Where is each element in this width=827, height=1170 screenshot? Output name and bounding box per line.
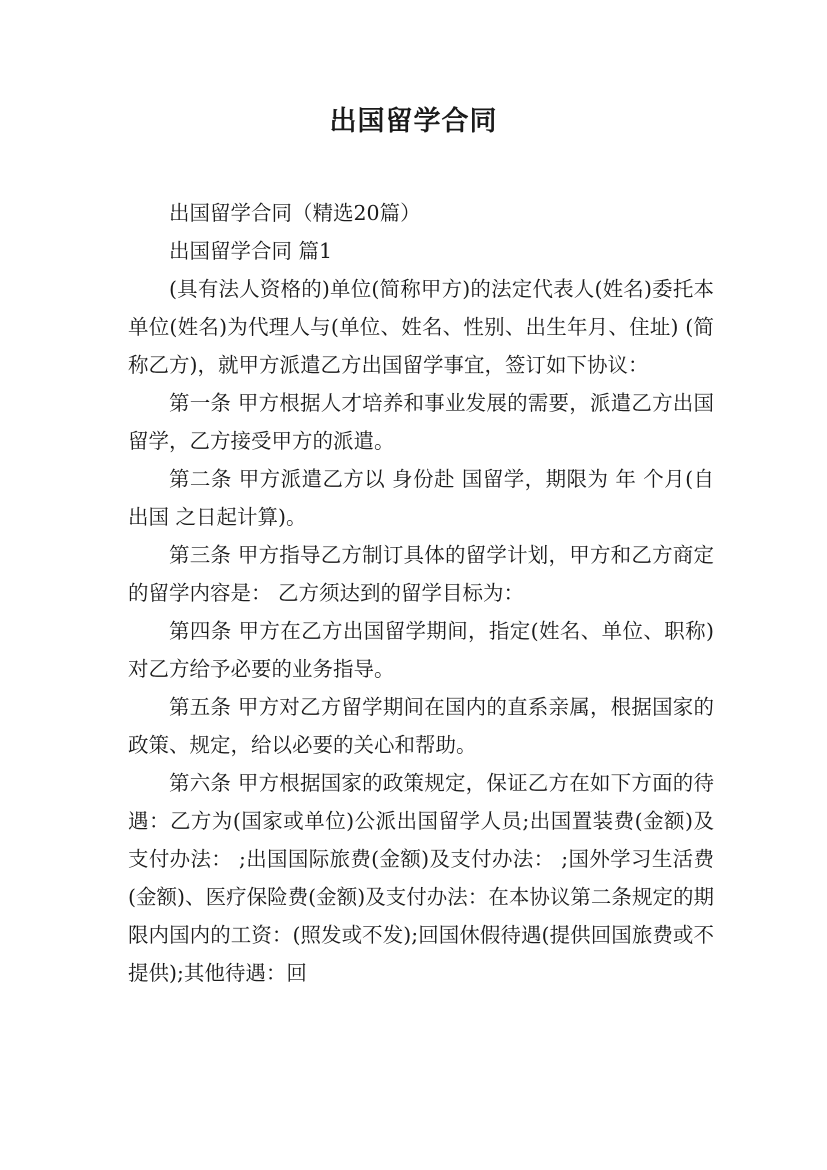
article-4-paragraph: 第四条 甲方在乙方出国留学期间，指定(姓名、单位、职称)对乙方给予必要的业务指导。: [128, 619, 714, 681]
document-title: 出国留学合同: [329, 106, 498, 137]
section-heading: 出国留学合同 篇1: [169, 239, 333, 263]
article-5-paragraph: 第五条 甲方对乙方留学期间在国内的直系亲属，根据国家的政策、规定，给以必要的关心和帮助。: [128, 695, 714, 757]
article-2-paragraph: 第二条 甲方派遣乙方以 身份赴 国留学，期限为 年 个月(自出国 之日起计算)。: [128, 467, 714, 529]
document-body: [128, 194, 714, 992]
subtitle-paragraph: 出国留学合同（精选20篇）: [169, 201, 421, 225]
article-3-paragraph: 第三条 甲方指导乙方制订具体的留学计划，甲方和乙方商定的留学内容是： 乙方须达到的留学目标为：: [128, 543, 714, 605]
article-1-paragraph: 第一条 甲方根据人才培养和事业发展的需要，派遣乙方出国留学，乙方接受甲方的派遣。: [128, 391, 714, 453]
intro-paragraph: (具有法人资格的)单位(简称甲方)的法定代表人(姓名)委托本单位(姓名)为代理人与(单位、姓名、性别、出生年月、住址) (简称乙方)，就甲方派遣乙方出国留学事宜，签订如下协议：: [128, 277, 714, 377]
article-6-paragraph: 第六条 甲方根据国家的政策规定，保证乙方在如下方面的待遇：乙方为(国家或单位)公派出国留学人员;出国置装费(金额)及支付办法： ;出国国际旅费(金额)及支付办法： ;国外学习生活费(金额)、医疗保险费(金额)及支付办法：在本协议第二条规定的期限内国内的工资：(照发或不发);回国休假待遇(提供回国旅费或不提供);其他待遇：回: [128, 771, 714, 985]
